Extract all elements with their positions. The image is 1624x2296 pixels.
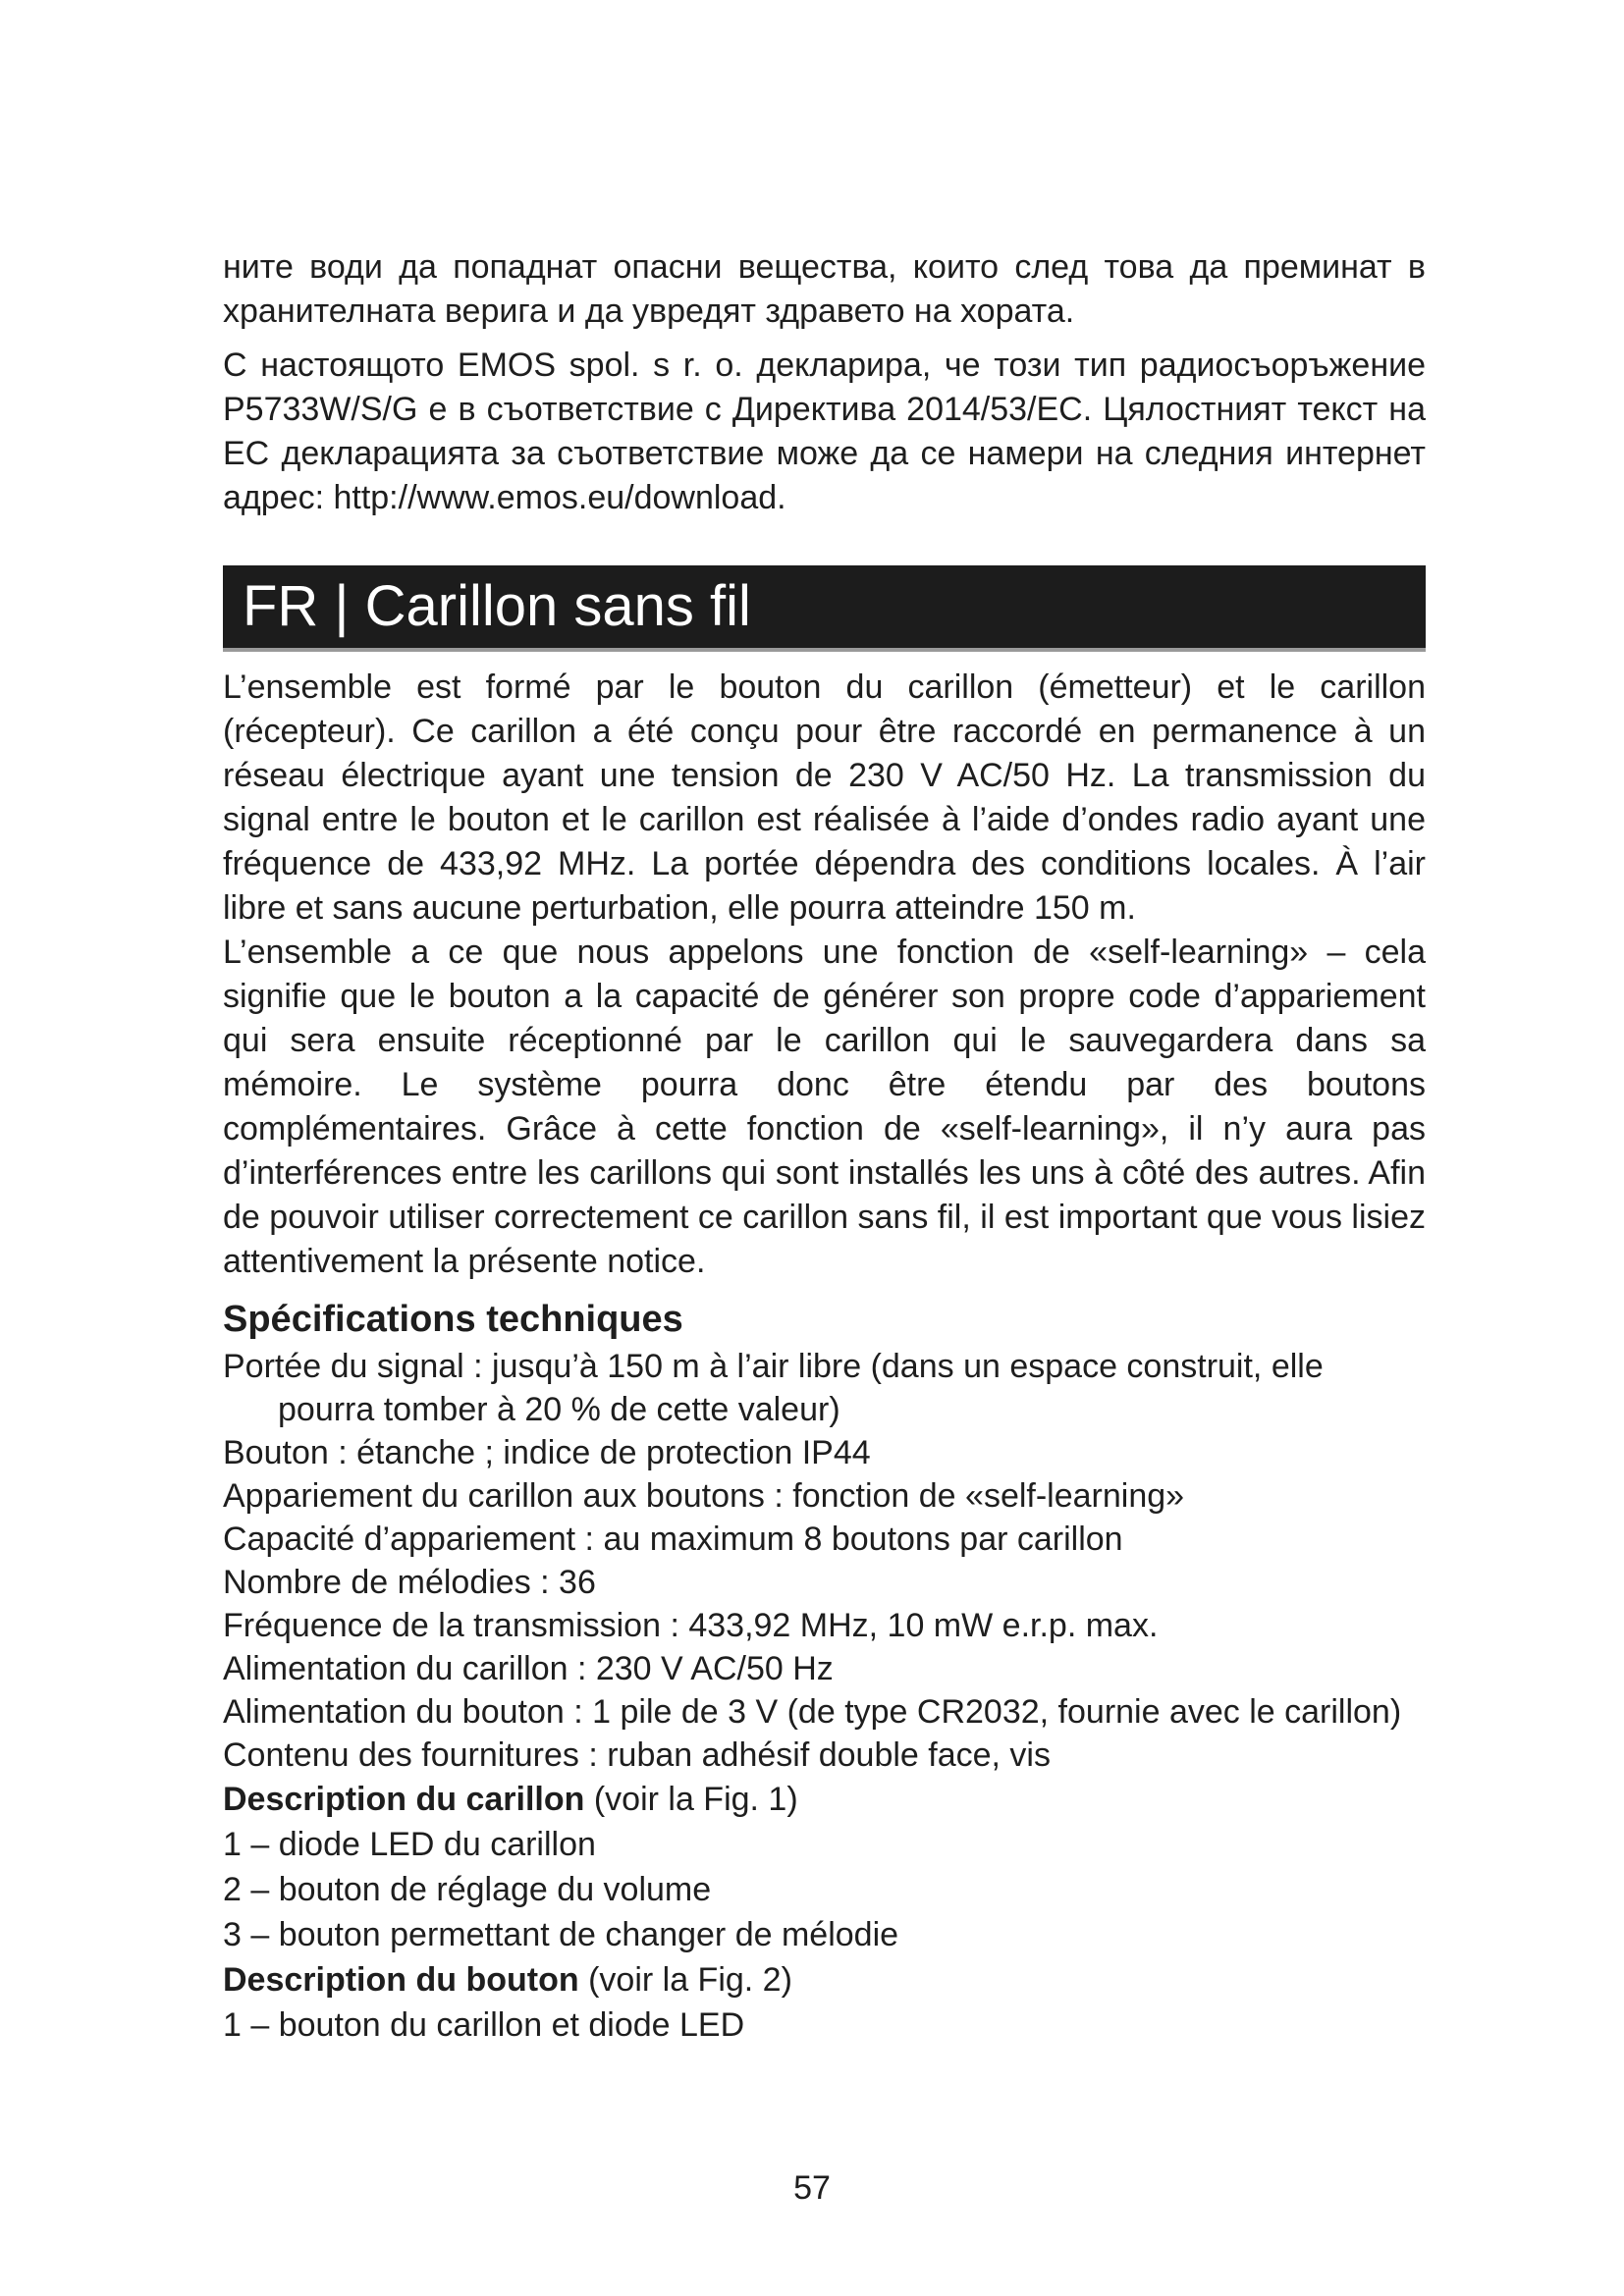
chime-part-item: 3 – bouton permettant de changer de mélodie <box>223 1916 899 1953</box>
bulgarian-paragraph-1: ните води да попаднат опасни вещества, които след това да преминат в хранителната верига и да увредят здравето на хората. <box>223 248 1426 330</box>
intro-paragraph-1: L’ensemble est formé par le bouton du carillon (émetteur) et le carillon (récepteur). Ce carillon a été conçu pour être raccordé en permanence à un réseau électrique ayant une tension de 230 V AC/50 Hz. La transmission du signal entre le bouton et le carillon est réalisée à l’aide d’ondes radio ayant une fréquence de 433,92 MHz. La portée dépendra des conditions locales. À l’air libre et sans aucune perturbation, elle pourra atteindre 150 m. <box>223 668 1426 927</box>
chime-description-title: Description du carillon <box>223 1781 585 1818</box>
spec-item: Alimentation du bouton : 1 pile de 3 V (de type CR2032, fournie avec le carillon) <box>223 1693 1402 1731</box>
chime-part-item: 2 – bouton de réglage du volume <box>223 1871 712 1908</box>
spec-item: Nombre de mélodies : 36 <box>223 1564 596 1601</box>
section-title: FR | Carillon sans fil <box>243 574 751 638</box>
spec-item: Appariement du carillon aux boutons : fonction de «self-learning» <box>223 1477 1185 1515</box>
intro-paragraph-2: L’ensemble a ce que nous appelons une fonction de «self-learning» – cela signifie que le bouton a la capacité de générer son propre code d’appariement qui sera ensuite réceptionné par le carillon qui le sauvegardera dans sa mémoire. Le système pourra donc être étendu par des boutons complémentaires. Grâce à cette fonction de «self-learning», il n’y aura pas d’interférences entre les carillons qui sont installés les uns à côté des autres. Afin de pouvoir utiliser correctement ce carillon sans fil, il est important que vous lisiez attentivement la présente notice. <box>223 934 1426 1280</box>
chime-description-ref: (voir la Fig. 1) <box>584 1781 798 1818</box>
button-description-heading <box>223 1957 1426 2002</box>
bulgarian-paragraph-2: С настоящото EMOS spol. s r. o. декларира, че този тип радиосъоръжение P5733W/S/G е в съответствие с Директива 2014/53/ЕС. Цялостният текст на ЕС декларацията за съответствие може да се намери на следния интернет адрес: http://www.emos.eu/download. <box>223 347 1426 516</box>
chime-part-item: 1 – diode LED du carillon <box>223 1826 596 1863</box>
button-description-title: Description du bouton <box>223 1961 579 1999</box>
specs-heading: Spécifications techniques <box>223 1299 683 1340</box>
spec-item: Portée du signal : jusqu’à 150 m à l’air libre (dans un espace construit, elle pourra tomber à 20 % de cette valeur) <box>223 1348 1324 1428</box>
page-content <box>223 245 1426 2048</box>
button-description-ref: (voir la Fig. 2) <box>578 1961 792 1999</box>
section-header-bar <box>223 565 1426 652</box>
spec-item: Fréquence de la transmission : 433,92 MHz, 10 mW e.r.p. max. <box>223 1607 1159 1644</box>
spec-item: Alimentation du carillon : 230 V AC/50 Hz <box>223 1650 834 1687</box>
spec-item: Capacité d’appariement : au maximum 8 boutons par carillon <box>223 1521 1123 1558</box>
chime-description-heading <box>223 1777 1426 1822</box>
button-part-item: 1 – bouton du carillon et diode LED <box>223 2006 745 2044</box>
spec-item: Contenu des fournitures : ruban adhésif double face, vis <box>223 1736 1051 1774</box>
spec-item: Bouton : étanche ; indice de protection IP44 <box>223 1434 871 1471</box>
page-number: 57 <box>793 2169 831 2207</box>
